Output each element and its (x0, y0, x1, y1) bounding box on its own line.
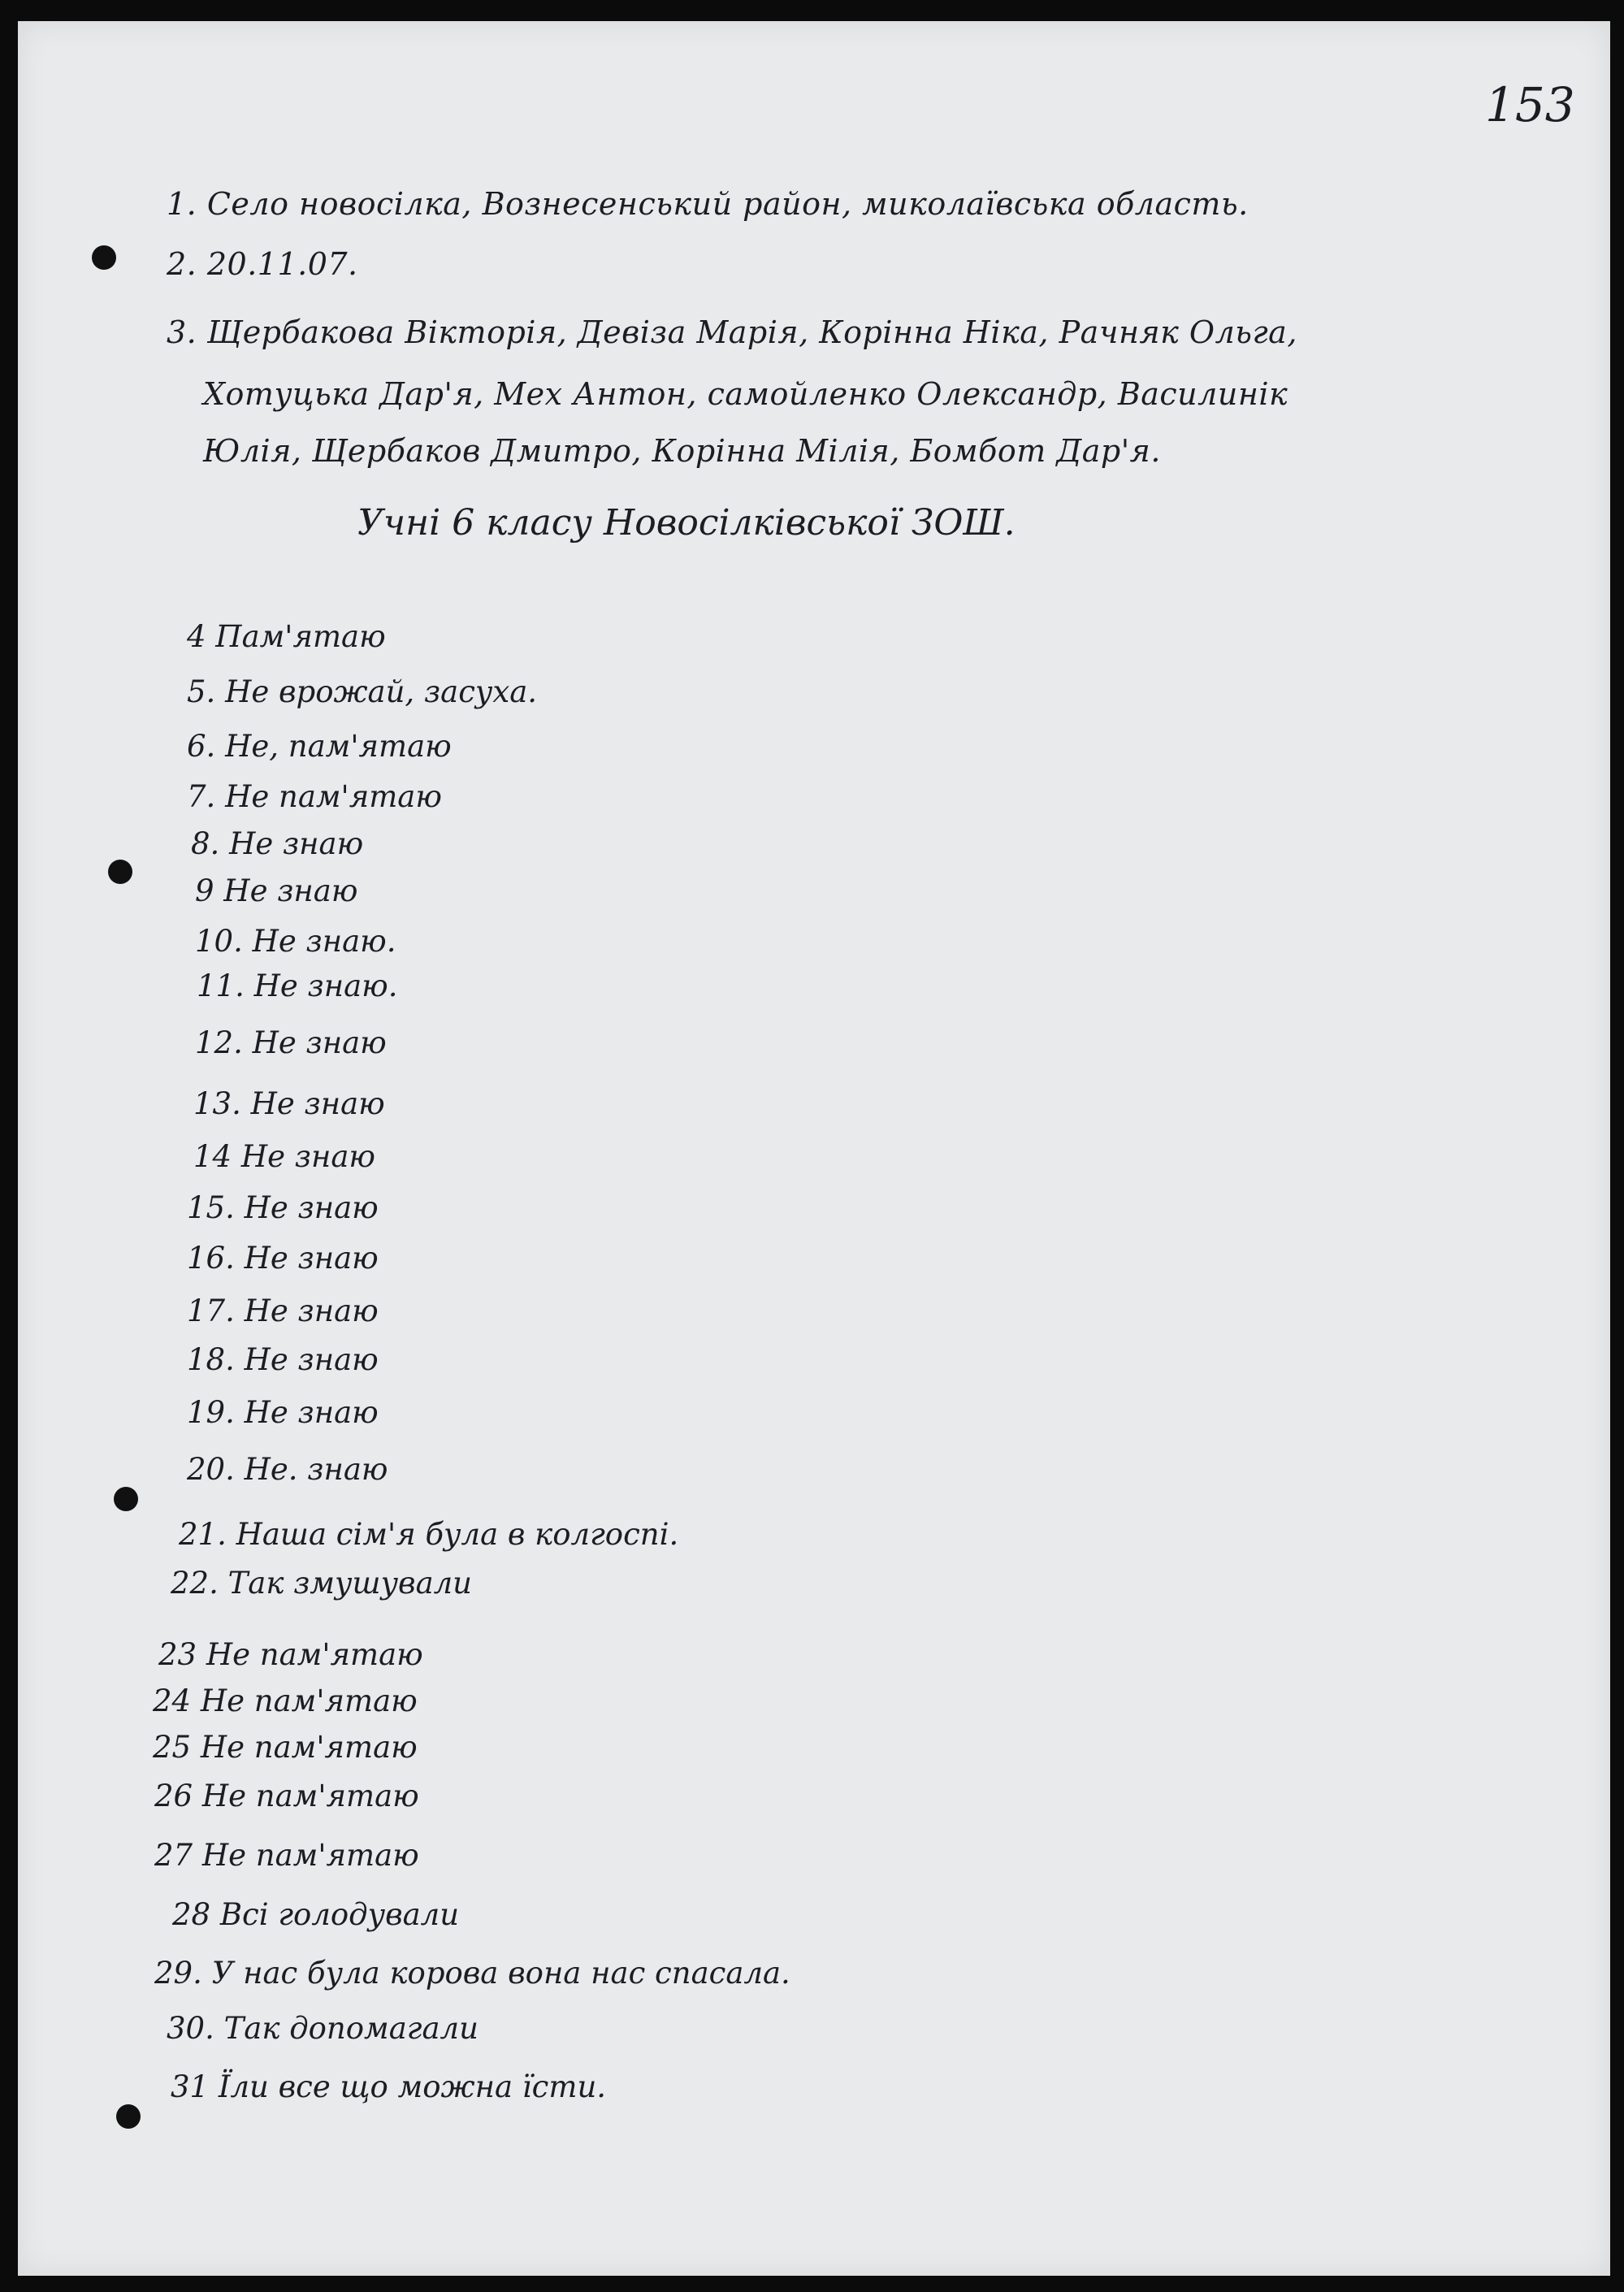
answer-4: 4 Пам'ятаю (187, 619, 386, 654)
header-line-4: Хотуцька Дар'я, Мех Антон, самойленко Олександр, Василинік (203, 376, 1288, 412)
answer-31: 31 Їли все що можна їсти. (171, 2069, 607, 2104)
answer-28: 28 Всі голодували (172, 1897, 460, 1932)
punch-hole-2 (108, 860, 132, 884)
answer-5: 5. Не врожай, засуха. (187, 674, 538, 709)
answer-17: 17. Не знаю (187, 1293, 379, 1328)
punch-hole-1 (92, 245, 116, 270)
class-title: Учні 6 класу Новосілківської ЗОШ. (357, 502, 1016, 544)
answer-13: 13. Не знаю (193, 1086, 385, 1121)
punch-hole-3 (114, 1487, 138, 1511)
answer-20: 20. Не. знаю (187, 1452, 388, 1487)
answer-26: 26 Не пам'ятаю (154, 1779, 419, 1813)
answer-19: 19. Не знаю (187, 1395, 379, 1430)
header-line-3: 3. Щербакова Вікторія, Девіза Марія, Корінна Ніка, Рачняк Ольга, (167, 314, 1297, 350)
punch-hole-4 (116, 2104, 141, 2129)
answer-22: 22. Так змушували (171, 1566, 473, 1601)
answer-30: 30. Так допомагали (167, 2011, 479, 2046)
answer-23: 23 Не пам'ятаю (158, 1637, 423, 1672)
answer-18: 18. Не знаю (187, 1342, 379, 1377)
answer-25: 25 Не пам'ятаю (153, 1730, 418, 1765)
answer-21: 21. Наша сім'я була в колгоспі. (179, 1517, 679, 1552)
answer-29: 29. У нас була корова вона нас спасала. (154, 1956, 790, 1991)
answer-6: 6. Не, пам'ятаю (187, 729, 452, 764)
header-line-5: Юлія, Щербаков Дмитро, Корінна Мілія, Бомбот Дар'я. (203, 433, 1161, 469)
answer-8: 8. Не знаю (191, 826, 364, 861)
header-line-2: 2. 20.11.07. (167, 246, 358, 282)
answer-9: 9 Не знаю (195, 873, 358, 908)
answer-11: 11. Не знаю. (197, 968, 398, 1003)
page-number: 153 (1485, 77, 1575, 132)
answer-24: 24 Не пам'ятаю (153, 1683, 418, 1718)
answer-15: 15. Не знаю (187, 1190, 379, 1225)
answer-16: 16. Не знаю (187, 1241, 379, 1276)
answer-7: 7. Не пам'ятаю (187, 779, 442, 814)
answer-12: 12. Не знаю (195, 1025, 387, 1060)
answer-27: 27 Не пам'ятаю (154, 1838, 419, 1873)
header-line-1: 1. Село новосілка, Вознесенський район, миколаївська область. (167, 186, 1249, 222)
answer-14: 14 Не знаю (193, 1139, 375, 1174)
answer-10: 10. Не знаю. (195, 924, 396, 959)
